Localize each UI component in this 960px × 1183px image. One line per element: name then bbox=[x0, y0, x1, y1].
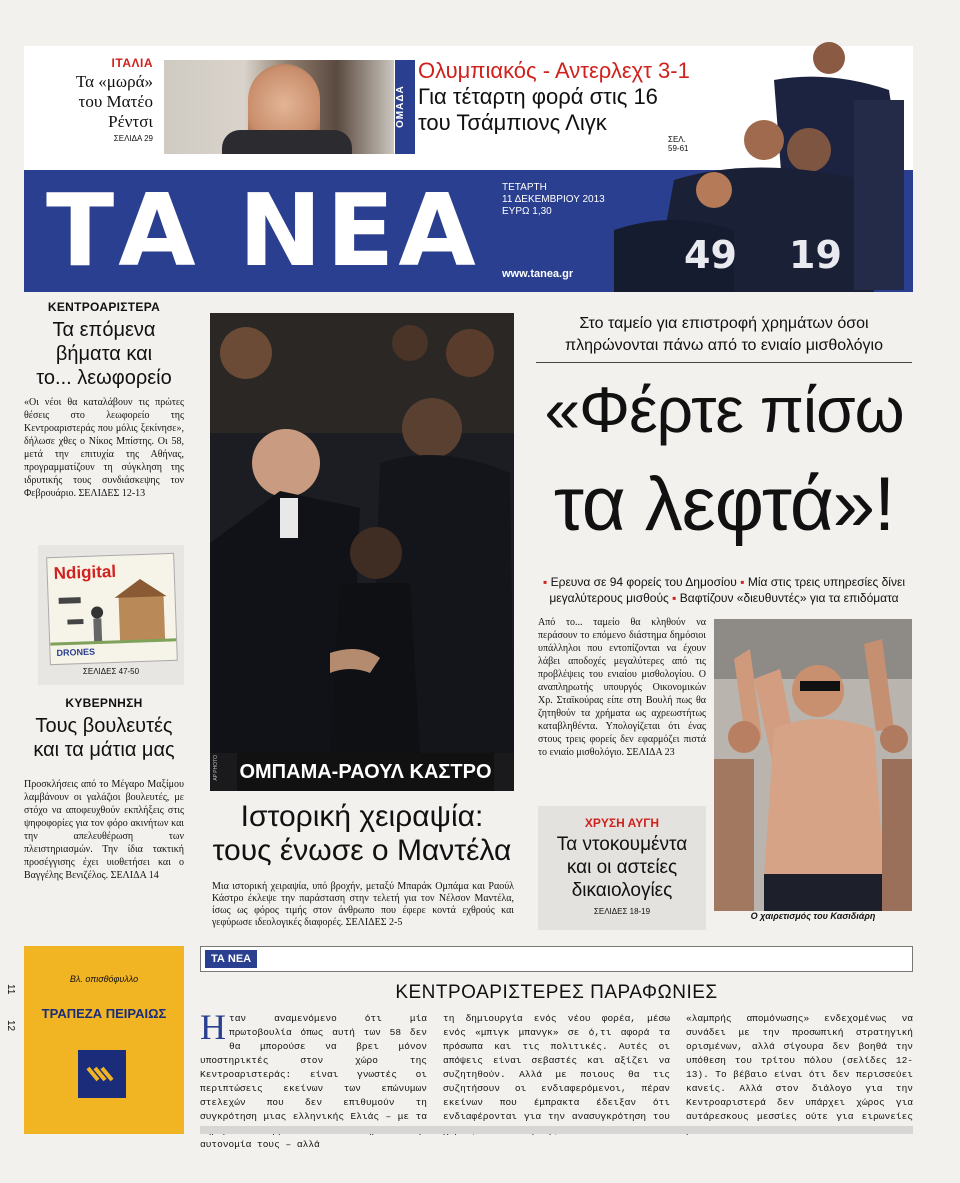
editorial-columns bbox=[200, 1007, 913, 1150]
sport-score: Ολυμπιακός - Αντερλεχτ 3-1 bbox=[418, 58, 690, 83]
sport-title-line: του Τσάμπιονς Λιγκ bbox=[418, 110, 607, 135]
newspaper-logo[interactable]: ΤΑ ΝΕΑ bbox=[46, 172, 480, 289]
government-body: Προσκλήσεις από το Μέγαρο Μαξίμου λαμβάνουν οι γαλάζιοι βουλευτές, με στόχο να αποφευχθούν εκπλήξεις στις ψηφοφορίες για τον φόρο ακινήτων και την απελευθέρωση των πλειστηριασμών. Την ίδια τακτική προσέγγισης έχει υιοθετήσει και ο Βαγγέλης Βενιζέλος. ΣΕΛΙΔΑ 14 bbox=[24, 779, 184, 881]
title-line: Τους βουλευτές bbox=[35, 715, 173, 737]
bullet-item: Ερευνα σε 94 φορείς του Δημοσίου bbox=[550, 575, 737, 589]
digital-supplement-teaser[interactable] bbox=[38, 545, 184, 685]
left-column bbox=[24, 300, 184, 881]
centre-left-story[interactable] bbox=[24, 300, 184, 500]
title-line: Τα επόμενα bbox=[52, 319, 156, 341]
sport-section-tag: ΟΜΑΔΑ bbox=[395, 60, 415, 154]
title-line: το... λεωφορείο bbox=[36, 367, 172, 389]
italy-page-ref: ΣΕΛΙΔΑ 29 bbox=[113, 134, 153, 143]
government-kicker: ΚΥΒΕΡΝΗΣΗ bbox=[65, 696, 143, 710]
issue-day: ΤΕΤΑΡΤΗ bbox=[502, 182, 547, 193]
editorial-column-2: τη δημιουργία ενός νέου φορέα, μέσω ενός «μπιγκ μπανγκ» σε ό,τι αφορά τα πρόσωπα και τις πολιτικές. Αυτές οι απόψεις είναι σεβαστές και αξίζει να συζητηθούν. Αλλά με ποιους θα τις συζητήσουν οι ενδιαφερόμενοι, πέραν εκείνων που έμπρακτα έδειξαν ότι ενδιαφέρονται για την ανασυγκρότηση του bbox=[443, 1013, 670, 1122]
government-title bbox=[24, 714, 184, 762]
golden-dawn-teaser[interactable] bbox=[538, 806, 706, 930]
editorial-column-3: «λαμπρής απομόνωσης» ενδεχομένως να συνάδει με την προσωπική στρατηγική ορισμένων, αλλά σίγουρα δεν βοηθά την υπόθεση του τρίτου πόλου (σελίδες 12-13). Το βέβαιο είναι ότι δεν περισσεύει κανείς. Αλλά στον διάλογο για την Κεντροαριστερά δεν υπάρχει χώρος για αυτάρεσκους μεσσίες ούτε για ειρωνείες bbox=[686, 1013, 913, 1122]
editorial-text: ταν αναμενόμενο ότι μία πρωτοβουλία όπως αυτή των 58 δεν θα μπορούσε να βρει μόνον υποστηρικτές στον χώρο της Κεντροαριστεράς: είναι γνωστές οι περιπτώσεις εκείνων των επώνυμων στελεχών που δεν επιθυμούν τη συγκρότηση μιας ελληνικής Ελιάς – με τα αυτονομία τους – αλλά bbox=[200, 1013, 427, 1150]
handshake-body: Μια ιστορική χειραψία, υπό βροχήν, μεταξύ Μπαράκ Ομπάμα και Ραούλ Κάστρο έκλεψε την παράσταση στην τελετή για τον Νέλσον Μαντέλα, ίσως ως φόρος τιμής στον άνθρωπο που έφερε κοντά εχθρούς και γεφύρωσε ιδεολογικές διαφορές. ΣΕΛΙΔΕΣ 2-5 bbox=[212, 881, 514, 928]
italy-title-line: Τα «μωρά» bbox=[75, 72, 153, 91]
renzi-suit-shape bbox=[222, 130, 352, 154]
main-story-body: Από το... ταμείο θα κληθούν να περάσουν το επόμενο διάστημα δημόσιοι υπάλληλοι που εντοπίζονται να έχουν λάβει αποδοχές μεγαλύτερες από τις προβλέψεις του ενιαίου μισθολογίου. Ο αναπληρωτής υπουργός Οικονομικών Χρ. Σταϊκούρας είπε στη Βουλή πως θα ζητηθούν τα χρήματα ως αχρεωστήτως καταβληθέντα. Υπολογίζεται ότι ένας στους τρεις φορείς δεν εφαρμόζει πιστά το ενιαίο μισθολόγιο. ΣΕΛΙΔΑ 23 bbox=[538, 617, 706, 758]
handshake-headline[interactable] bbox=[210, 800, 514, 868]
deck-line: Στο ταμείο για επιστροφή χρημάτων όσοι bbox=[579, 315, 869, 332]
issue-info bbox=[502, 182, 605, 218]
issue-date: 11 ΔΕΚΕΜΒΡΙΟΥ 2013 bbox=[502, 194, 605, 205]
centre-left-title bbox=[24, 318, 184, 390]
italy-title-line: του Ματέο bbox=[78, 92, 153, 111]
salute-photo-illustration bbox=[714, 619, 912, 911]
headline-line: Ιστορική χειραψία: bbox=[240, 800, 484, 833]
renzi-photo bbox=[164, 60, 394, 154]
digital-drones-label: DRONES bbox=[56, 646, 96, 658]
golden-dawn-title bbox=[538, 833, 706, 902]
bullet-marker: ▪ bbox=[543, 575, 548, 589]
title-line: δικαιολογίες bbox=[571, 880, 673, 901]
italy-title-line: Ρέντσι bbox=[108, 112, 153, 131]
editorial-title[interactable]: ΚΕΝΤΡΟΑΡΙΣΤΕΡΕΣ ΠΑΡΑΦΩΝΙΕΣ bbox=[395, 982, 718, 1003]
centre-left-body: «Οι νέοι θα καταλάβουν τις πρώτες θέσεις στο λεωφορείο της Κεντροαριστεράς που μόλις ξεκίνησε», δήλωσε χθες ο Νίκος Μπίστης. Οι 58, μετά την επιτυχία της Αθήνας, προγραμματίζουν τη σύγκληση της ιδρυτικής τους συνδιάσκεψης τον Φεβρουάριο. ΣΕΛΙΔΕΣ 12-13 bbox=[24, 397, 184, 499]
editorial-header-bar bbox=[200, 946, 913, 972]
folio-number: 12 bbox=[5, 1020, 16, 1032]
bullet-marker: ▪ bbox=[672, 591, 677, 605]
title-line: και οι αστείες bbox=[566, 857, 678, 878]
digital-title: Ndigital bbox=[53, 561, 117, 584]
photo-credit: AP PHOTO bbox=[213, 755, 219, 781]
bullet-item: Βαφτίζουν «διευθυντές» για τα επιδόματα bbox=[679, 591, 899, 605]
ad-brand-name: ΤΡΑΠΕΖΑ ΠΕΙΡΑΙΩΣ bbox=[41, 1006, 167, 1021]
sport-pages: 59-61 bbox=[668, 144, 689, 153]
main-story-bullets bbox=[536, 574, 912, 606]
italy-kicker: ΙΤΑΛΙΑ bbox=[111, 56, 153, 70]
deck-divider bbox=[536, 362, 912, 363]
golden-dawn-page-ref: ΣΕΛΙΔΕΣ 18-19 bbox=[593, 907, 651, 916]
main-story-deck bbox=[536, 313, 912, 357]
headline-line: τους ένωσε ο Μαντέλα bbox=[212, 834, 512, 867]
digital-cover-image bbox=[46, 553, 178, 665]
deck-line: πληρώνονται πάνω από το ενιαίο μισθολόγιο bbox=[565, 337, 883, 354]
italy-title bbox=[24, 72, 153, 132]
player-number-19: 19 bbox=[789, 233, 842, 277]
government-story[interactable] bbox=[24, 696, 184, 882]
golden-dawn-kicker: ΧΡΥΣΗ ΑΥΓΗ bbox=[584, 816, 660, 830]
football-players-photo bbox=[614, 40, 914, 292]
photo-caption-bar: ΟΜΠΑΜΑ-ΡΑΟΥΛ ΚΑΣΤΡΟ bbox=[237, 753, 494, 791]
piraeus-bank-logo-icon bbox=[78, 1050, 126, 1098]
ad-note: Βλ. οπισθόφυλλο bbox=[69, 974, 139, 984]
title-line: Τα ντοκουμέντα bbox=[556, 834, 688, 855]
obama-castro-photo[interactable] bbox=[210, 313, 514, 791]
bullet-marker: ▪ bbox=[740, 575, 745, 589]
main-headline-line2[interactable]: τα λεφτά»! bbox=[553, 462, 895, 547]
title-line: και τα μάτια μας bbox=[33, 739, 175, 761]
handshake-photo-illustration bbox=[210, 313, 514, 753]
editorial-bottom-rule bbox=[200, 1126, 913, 1134]
editorial-dropcap: Η bbox=[200, 1007, 226, 1047]
editorial-tag: ΤΑ ΝΕΑ bbox=[205, 950, 257, 968]
kasidiaris-salute-photo[interactable] bbox=[714, 619, 912, 911]
main-headline-line1[interactable]: «Φέρτε πίσω bbox=[544, 374, 904, 446]
bullet-item: Μία στις τρεις υπηρεσίες δίνει μεγαλύτερους μισθούς bbox=[549, 575, 905, 605]
issue-price: ΕΥΡΩ 1,30 bbox=[502, 206, 552, 217]
sport-pages-label: ΣΕΛ. bbox=[668, 135, 686, 144]
player-number-49: 49 bbox=[684, 233, 737, 277]
digital-page-ref: ΣΕΛΙΔΕΣ 47-50 bbox=[82, 667, 140, 676]
salute-photo-caption: Ο χαιρετισμός του Κασιδιάρη bbox=[750, 911, 876, 921]
centre-left-kicker: ΚΕΝΤΡΟΑΡΙΣΤΕΡΑ bbox=[47, 300, 161, 314]
website-link[interactable]: www.tanea.gr bbox=[502, 268, 574, 280]
piraeus-bank-ad[interactable] bbox=[24, 946, 184, 1134]
folio-number: 11 bbox=[5, 984, 16, 995]
italy-teaser[interactable] bbox=[24, 56, 159, 143]
title-line: βήματα και bbox=[55, 343, 153, 365]
sport-title-line: Για τέταρτη φορά στις 16 bbox=[418, 84, 658, 109]
